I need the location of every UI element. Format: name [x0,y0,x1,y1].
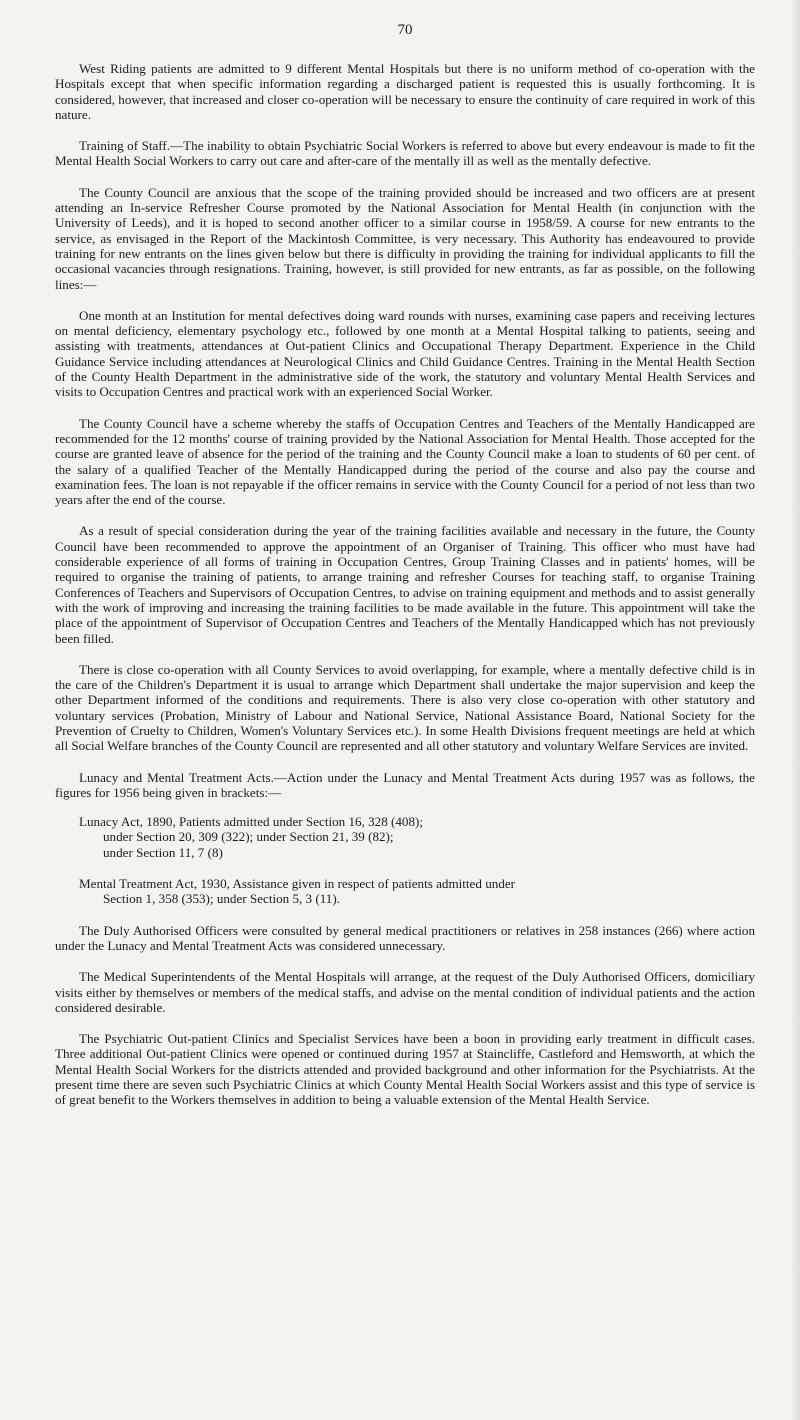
list-item: Lunacy Act, 1890, Patients admitted under Section 16, 328 (408); [79,814,424,830]
lunacy-act-figures [55,814,755,860]
mental-treatment-act-figures [55,876,755,907]
document-page [55,0,755,1124]
paragraph-training-schedule: One month at an Institution for mental defectives doing ward rounds with nurses, examining case papers and receiving lectures on mental deficiency, elementary psychology etc., followed by one month at a Mental Hospital talking to patients, seeing and assisting with treatments, attendances at Out-patient Clinics and Occupational Therapy Department. Experience in the Child Guidance Service including attendances at Neurological Clinics and Child Guidance Centres. Training in the Mental Health Section of the County Health Department in the administrative side of the work, the statutory and voluntary Mental Health Services and visits to Occupation Centres and practical work with an experienced Social Worker. [55,307,755,400]
list-item: under Section 20, 309 (322); under Section 21, 39 (82); [103,829,394,845]
page-edge-shadow [790,0,800,1420]
list-item: Section 1, 358 (353); under Section 5, 3 (11). [103,891,340,907]
paragraph-duly-authorised-officers: The Duly Authorised Officers were consulted by general medical practitioners or relatives in 258 instances (266) where action under the Lunacy and Mental Treatment Acts was considered unnecessary. [55,922,755,953]
paragraph-psychiatric-clinics: The Psychiatric Out-patient Clinics and Specialist Services have been a boon in providing early treatment in difficult cases. Three additional Out-patient Clinics were opened or continued during 1957 at Staincliffe, Castleford and Hemsworth, at which the Mental Health Social Workers for the districts attended and provided background and other information for the Psychiatrists. At the present time there are seven such Psychiatric Clinics at which County Mental Health Social Workers assist and this type of service is of great benefit to the Workers themselves in addition to being a valuable extension of the Mental Health Service. [55,1031,755,1108]
paragraph-training-scope: The County Council are anxious that the scope of the training provided should be increased and two officers are at present attending an In-service Refresher Course promoted by the National Association for Mental Health (in conjunction with the University of Leeds), and it is hoped to second another officer to a similar course in 1958/59. A course for new entrants to the service, as envisaged in the Report of the Mackintosh Committee, is very necessary. This Authority has endeavoured to provide training for new entrants on the lines given below but there is difficulty in providing the training for individual applicants to fill the occasional vacancies through resignations. Training, however, is still provided for new entrants, as far as possible, on the following lines:— [55,184,755,292]
paragraph-hospital-cooperation: West Riding patients are admitted to 9 different Mental Hospitals but there is no uniform method of co-operation with the Hospitals except that when specific information regarding a discharged patient is requested this is usually forthcoming. It is considered, however, that increased and closer co-operation will be necessary to ensure the continuity of care required in work of this nature. [55,61,755,122]
paragraph-training-of-staff: Training of Staff.—The inability to obtain Psychiatric Social Workers is referred to above but every endeavour is made to fit the Mental Health Social Workers to carry out care and after-care of the mentally ill as well as the mentally defective. [55,138,755,169]
paragraph-occupation-centre-scheme: The County Council have a scheme whereby the staffs of Occupation Centres and Teachers of the Mentally Handicapped are recommended for the 12 months' course of training provided by the National Association for Mental Health. Those accepted for the course are granted leave of absence for the period of the training and the County Council make a loan to students of 60 per cent. of the salary of a qualified Teacher of the Mentally Handicapped during the period of the course and also pay the course and examination fees. The loan is not repayable if the officer remains in service with the County Council for a period of not less than two years after the end of the course. [55,415,755,508]
paragraph-medical-superintendents: The Medical Superintendents of the Mental Hospitals will arrange, at the request of the Duly Authorised Officers, domiciliary visits either by themselves or members of the medical staffs, and advise on the mental condition of individual patients and the action considered desirable. [55,969,755,1015]
paragraph-organiser-of-training: As a result of special consideration during the year of the training facilities available and necessary in the future, the County Council have been recommended to approve the appointment of an Organiser of Training. This officer who must have had considerable experience of all forms of training in Occupation Centres, Group Training Classes and in patients' homes, will be required to organise the training of patients, to arrange training and refresher Courses for teaching staff, to organise Training Conferences of Teachers and Supervisors of Occupation Centres, to advise on training equipment and methods and to assist generally with the work of improving and increasing the training facilities to be made available in the future. This appointment will take the place of the appointment of Supervisor of Occupation Centres and Teachers of the Mentally Handicapped which has not previously been filled. [55,523,755,646]
list-item: under Section 11, 7 (8) [103,844,223,860]
paragraph-lunacy-acts: Lunacy and Mental Treatment Acts.—Action under the Lunacy and Mental Treatment Acts during 1957 was as follows, the figures for 1956 being given in brackets:— [55,769,755,800]
page-number: 70 [397,22,413,38]
list-item: Mental Treatment Act, 1930, Assistance given in respect of patients admitted under [79,876,516,892]
paragraph-county-cooperation: There is close co-operation with all County Services to avoid overlapping, for example, where a mentally defective child is in the care of the Children's Department it is usual to arrange which Department shall undertake the major supervision and keep the other Department informed of the conditions and requirements. There is also very close co-operation with other statutory and voluntary services (Probation, Ministry of Labour and National Service, National Assistance Board, National Society for the Prevention of Cruelty to Children, Women's Voluntary Services etc.). In some Health Divisions frequent meetings are held at which all Social Welfare branches of the County Council are represented and all other statutory and voluntary Welfare Services are invited. [55,661,755,754]
